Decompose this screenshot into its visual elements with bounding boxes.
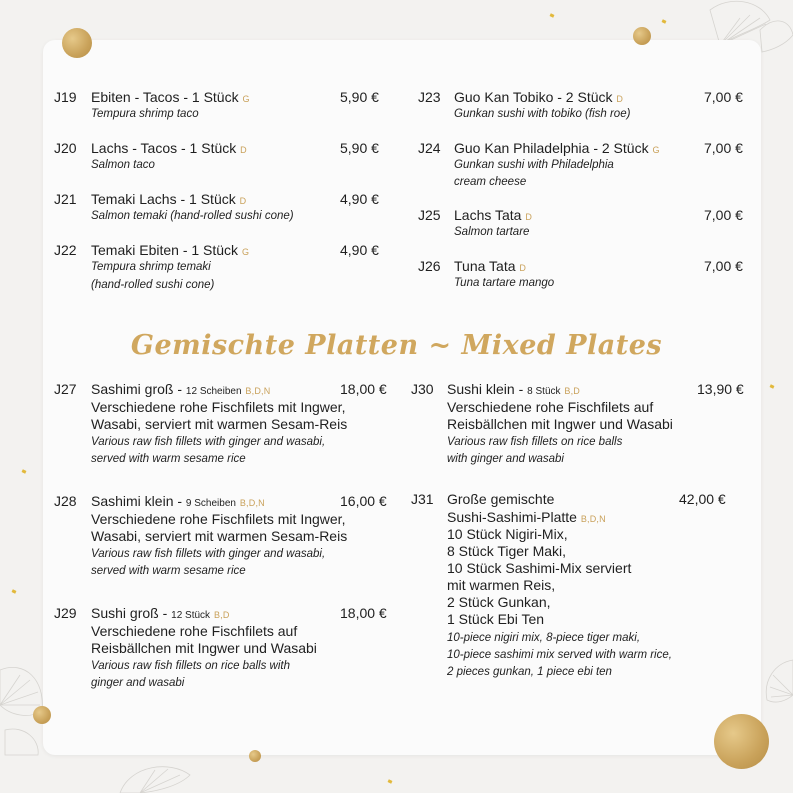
item-description-de: Verschiedene rohe Fischfilets auf bbox=[91, 623, 298, 639]
item-name: Große gemischte bbox=[447, 491, 555, 507]
item-description-de: Verschiedene rohe Fischfilets auf bbox=[447, 399, 654, 415]
item-price: 42,00 € bbox=[679, 491, 726, 507]
item-description: Tempura shrimp taco bbox=[91, 108, 199, 120]
item-price: 18,00 € bbox=[340, 605, 387, 621]
item-description-de: Wasabi, serviert mit warmen Sesam-Reis bbox=[91, 528, 348, 544]
item-name: Sushi groß - 12 Stück B,D bbox=[91, 605, 230, 621]
item-description-de: Wasabi, serviert mit warmen Sesam-Reis bbox=[91, 416, 348, 432]
item-name: Sushi klein - 8 Stück B,D bbox=[447, 381, 581, 397]
item-code: J21 bbox=[54, 191, 77, 207]
item-code: J22 bbox=[54, 242, 77, 258]
item-description-de: 8 Stück Tiger Maki, bbox=[447, 543, 567, 559]
item-description-en: 2 pieces gunkan, 1 piece ebi ten bbox=[447, 666, 612, 678]
item-description: Tuna tartare mango bbox=[454, 277, 555, 289]
item-code: J19 bbox=[54, 89, 77, 105]
allergen-tag: G bbox=[242, 94, 250, 104]
allergen-tag: B,D,N bbox=[580, 514, 606, 524]
item-description-en: 10-piece sashimi mix served with warm rice, bbox=[447, 649, 672, 661]
item-description: Salmon taco bbox=[91, 159, 155, 171]
item-description-en: Various raw fish fillets with ginger and wasabi, bbox=[91, 436, 326, 448]
item-description-en: with ginger and wasabi bbox=[447, 453, 564, 465]
section-title: Gemischte Platten ~ Mixed Plates bbox=[130, 330, 663, 361]
item-name: Guo Kan Philadelphia - 2 Stück G bbox=[454, 140, 660, 156]
item-code: J29 bbox=[54, 605, 77, 621]
item-portion: 12 Stück bbox=[171, 610, 211, 621]
item-description: Salmon temaki (hand-rolled sushi cone) bbox=[91, 210, 294, 222]
item-price: 5,90 € bbox=[340, 89, 379, 105]
gold-dot bbox=[633, 27, 651, 45]
item-description-de: 1 Stück Ebi Ten bbox=[447, 611, 545, 627]
item-code: J28 bbox=[54, 493, 77, 509]
item-name: Temaki Ebiten - 1 Stück G bbox=[91, 242, 250, 258]
item-code: J30 bbox=[411, 381, 434, 397]
item-name: Sashimi groß - 12 Scheiben B,D,N bbox=[91, 381, 271, 397]
item-price: 4,90 € bbox=[340, 242, 379, 258]
item-name: Lachs - Tacos - 1 Stück D bbox=[91, 140, 247, 156]
allergen-tag: D bbox=[525, 212, 533, 222]
item-price: 13,90 € bbox=[697, 381, 744, 397]
gold-dot bbox=[33, 706, 51, 724]
item-description-de: Verschiedene rohe Fischfilets mit Ingwer, bbox=[91, 399, 346, 415]
item-name: Tuna Tata D bbox=[454, 258, 527, 274]
item-price: 16,00 € bbox=[340, 493, 387, 509]
allergen-tag: G bbox=[241, 247, 250, 257]
allergen-tag: D bbox=[240, 145, 247, 155]
gold-fleck bbox=[550, 13, 555, 17]
item-description: Gunkan sushi with tobiko (fish roe) bbox=[454, 108, 631, 120]
item-price: 7,00 € bbox=[704, 207, 743, 223]
allergen-tag: B,D bbox=[213, 610, 230, 620]
item-name: Sashimi klein - 9 Scheiben B,D,N bbox=[91, 493, 265, 509]
item-price: 18,00 € bbox=[340, 381, 387, 397]
item-description: Tempura shrimp temaki bbox=[91, 261, 211, 273]
item-description-en: served with warm sesame rice bbox=[91, 453, 246, 465]
item-description-en: ginger and wasabi bbox=[91, 677, 185, 689]
item-code: J23 bbox=[418, 89, 441, 105]
item-description-en: served with warm sesame rice bbox=[91, 565, 246, 577]
gold-dot bbox=[62, 28, 92, 58]
item-description-en: Various raw fish fillets on rice balls with bbox=[91, 660, 290, 672]
item-code: J26 bbox=[418, 258, 441, 274]
item-code: J24 bbox=[418, 140, 441, 156]
item-portion: 12 Scheiben bbox=[185, 386, 242, 397]
item-price: 7,00 € bbox=[704, 89, 743, 105]
item-code: J31 bbox=[411, 491, 434, 507]
item-description-de: 10 Stück Sashimi-Mix serviert bbox=[447, 560, 632, 576]
item-name-line2: Sushi-Sashimi-Platte B,D,N bbox=[447, 509, 606, 525]
item-portion: 8 Stück bbox=[527, 386, 561, 397]
item-name: Temaki Lachs - 1 Stück D bbox=[91, 191, 247, 207]
item-description-de: Reisbällchen mit Ingwer und Wasabi bbox=[447, 416, 673, 432]
gold-fleck bbox=[388, 779, 393, 783]
item-description: (hand-rolled sushi cone) bbox=[91, 279, 215, 291]
item-name: Ebiten - Tacos - 1 Stück G bbox=[91, 89, 250, 105]
item-description: Salmon tartare bbox=[454, 226, 530, 238]
allergen-tag: B,D,N bbox=[239, 498, 265, 508]
item-description-de: 2 Stück Gunkan, bbox=[447, 594, 551, 610]
allergen-tag: D bbox=[616, 94, 624, 104]
gold-dot bbox=[249, 750, 261, 762]
item-description: cream cheese bbox=[454, 176, 527, 188]
gold-fleck bbox=[12, 589, 17, 593]
allergen-tag: B,D,N bbox=[245, 386, 271, 396]
item-description: Gunkan sushi with Philadelphia bbox=[454, 159, 614, 171]
item-description-de: mit warmen Reis, bbox=[447, 577, 556, 593]
item-code: J25 bbox=[418, 207, 441, 223]
item-price: 7,00 € bbox=[704, 140, 743, 156]
item-description-de: Reisbällchen mit Ingwer und Wasabi bbox=[91, 640, 317, 656]
gold-fleck bbox=[22, 469, 27, 473]
item-description-en: Various raw fish fillets with ginger and wasabi, bbox=[91, 548, 326, 560]
allergen-tag: D bbox=[519, 263, 527, 273]
allergen-tag: B,D bbox=[564, 386, 581, 396]
item-description-de: 10 Stück Nigiri-Mix, bbox=[447, 526, 568, 542]
item-code: J27 bbox=[54, 381, 77, 397]
item-description-en: Various raw fish fillets on rice balls bbox=[447, 436, 623, 448]
item-name: Guo Kan Tobiko - 2 Stück D bbox=[454, 89, 624, 105]
item-name: Lachs Tata D bbox=[454, 207, 533, 223]
gold-fleck bbox=[662, 19, 667, 23]
item-description-en: 10-piece nigiri mix, 8-piece tiger maki, bbox=[447, 632, 641, 644]
allergen-tag: D bbox=[239, 196, 247, 206]
item-code: J20 bbox=[54, 140, 77, 156]
gold-fleck bbox=[770, 384, 775, 388]
item-price: 5,90 € bbox=[340, 140, 379, 156]
item-price: 7,00 € bbox=[704, 258, 743, 274]
item-price: 4,90 € bbox=[340, 191, 379, 207]
gold-dot bbox=[714, 714, 769, 769]
item-portion: 9 Scheiben bbox=[185, 498, 236, 509]
allergen-tag: G bbox=[652, 145, 660, 155]
item-description-de: Verschiedene rohe Fischfilets mit Ingwer, bbox=[91, 511, 346, 527]
ginkgo-leaf-icon bbox=[110, 755, 230, 793]
